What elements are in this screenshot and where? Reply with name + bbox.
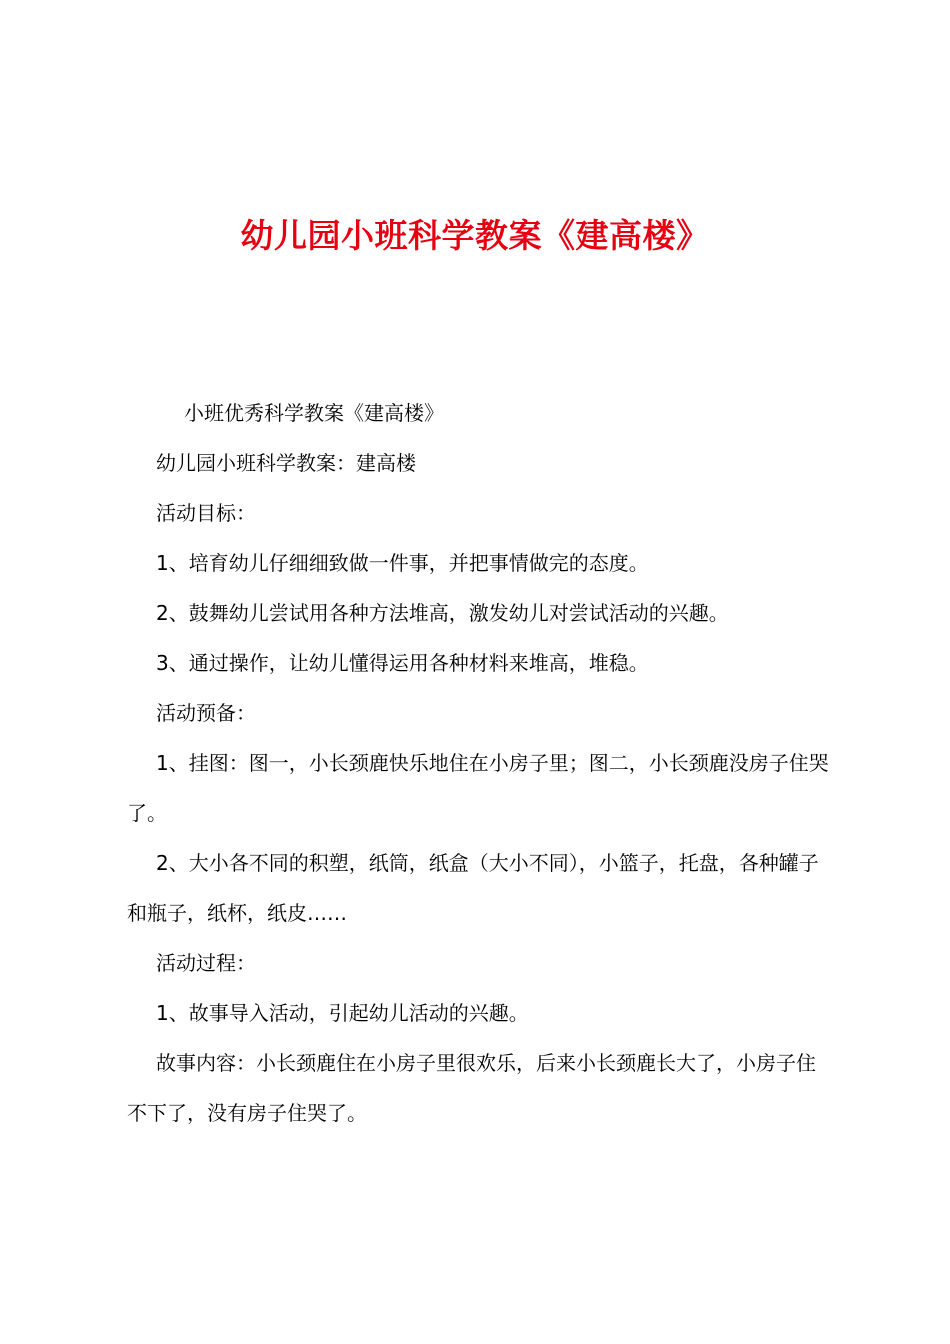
story-content: 故事内容：小长颈鹿住在小房子里很欢乐，后来小长颈鹿长大了，小房子住不下了，没有房子住哭了。: [127, 1051, 816, 1125]
paragraph-subtitle: 小班优秀科学教案《建高楼》: [184, 401, 444, 425]
goal-item: 1、培育幼儿仔细细致做一件事，并把事情做完的态度。: [156, 551, 649, 575]
preparation-item: 2、大小各不同的积塑，纸筒，纸盒（大小不同），小篮子，托盘，各种罐子和瓶子，纸杯，纸皮……: [127, 851, 819, 925]
goal-item: 2、鼓舞幼儿尝试用各种方法堆高，激发幼儿对尝试活动的兴趣。: [156, 601, 729, 625]
paragraph-heading: 幼儿园小班科学教案：建高楼: [156, 451, 416, 475]
document-title: 幼儿园小班科学教案《建高楼》: [240, 216, 710, 255]
process-item: 1、故事导入活动，引起幼儿活动的兴趣。: [156, 1001, 529, 1025]
goal-item: 3、通过操作，让幼儿懂得运用各种材料来堆高，堆稳。: [156, 651, 649, 675]
section-heading-goals: 活动目标：: [156, 501, 256, 525]
preparation-item: 1、挂图：图一，小长颈鹿快乐地住在小房子里；图二，小长颈鹿没房子住哭了。: [127, 751, 829, 825]
section-heading-preparation: 活动预备：: [156, 701, 256, 725]
section-heading-process: 活动过程：: [156, 951, 256, 975]
document-body: [127, 388, 833, 1138]
